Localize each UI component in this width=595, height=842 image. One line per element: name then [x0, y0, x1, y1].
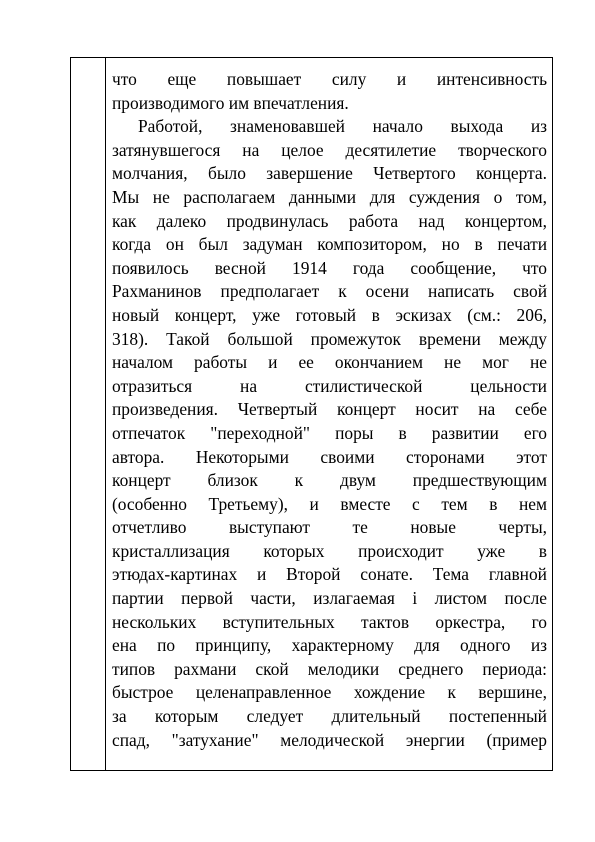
text-line: отпечаток "переходной" поры в развитии его [112, 422, 547, 443]
text-line: появилось весной 1914 года сообщение, что [112, 257, 547, 278]
text-line: производимого им впечатления. [112, 92, 349, 113]
text-line: молчания, было завершение Четвертого концерта. [112, 163, 547, 184]
text-line: Работой, знаменовавшей начало выхода из [138, 116, 547, 137]
text-line: (особенно Третьему), и вместе с тем в нем [112, 493, 547, 514]
text-line: спад, "затухание" мелодической энергии (пример [112, 729, 547, 750]
text-line: отразиться на стилистической цельности [112, 375, 547, 396]
text-line: Мы не располагаем данными для суждения о том, [112, 186, 547, 207]
text-line: кристаллизация которых происходит уже в [112, 540, 547, 561]
text-line: ена по принципу, характерному для одного из [112, 635, 547, 656]
text-line: новый концерт, уже готовый в эскизах (см.: 206, [112, 304, 547, 325]
text-line: началом работы и ее окончанием не мог не [112, 352, 547, 373]
text-line: за которым следует длительный постепенный [112, 706, 547, 727]
text-line: концерт близок к двум предшествующим [112, 470, 547, 491]
text-line: партии первой части, излагаемая і листом после [112, 588, 547, 609]
text-line: что еще повышает силу и интенсивность [112, 69, 547, 89]
text-table [70, 57, 553, 771]
text-line: быстрое целенаправленное хождение к вершине, [112, 682, 547, 703]
text-line: как далеко продвинулась работа над концертом, [112, 210, 547, 231]
text-line: когда он был задуман композитором, но в печати [112, 234, 547, 255]
text-line: произведения. Четвертый концерт носит на себе [112, 399, 547, 420]
margin-column [71, 58, 106, 770]
text-line: нескольких вступительных тактов оркестра, го [112, 611, 547, 632]
text-line: типов рахмани ской мелодики среднего периода: [112, 658, 547, 679]
text-line: 318). Такой большой промежуток времени между [112, 328, 547, 349]
text-line: отчетливо выступают те новые черты, [112, 517, 547, 538]
text-line: автора. Некоторыми своими сторонами этот [112, 446, 547, 467]
text-line: Рахманинов предполагает к осени написать свой [112, 281, 547, 302]
text-line: затянувшегося на целое десятилетие творческого [112, 139, 547, 160]
text-cell [112, 68, 547, 752]
text-line: этюдах-картинах и Второй сонате. Тема главной [112, 564, 547, 585]
